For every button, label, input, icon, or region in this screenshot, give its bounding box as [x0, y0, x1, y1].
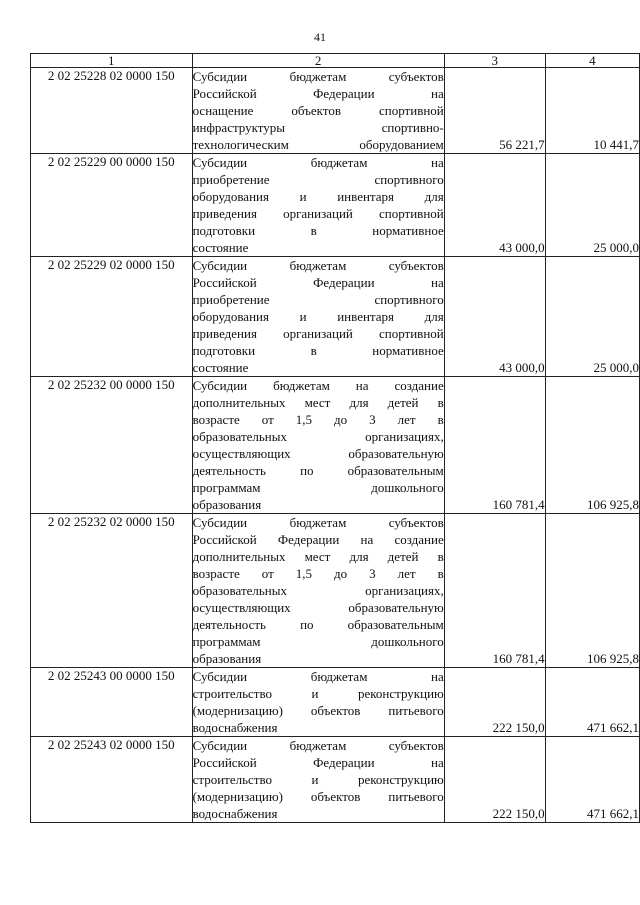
row-value-col4: 106 925,8: [545, 377, 639, 514]
row-value-col4: 471 662,1: [545, 737, 639, 823]
row-value-col3: 160 781,4: [444, 377, 545, 514]
row-code: 2 02 25229 02 0000 150: [31, 257, 193, 377]
row-value-col4: 106 925,8: [545, 514, 639, 668]
description-line: Субсидии бюджетам субъектов: [192, 258, 444, 273]
description-line: водоснабжения: [192, 720, 278, 735]
header-col-1: 1: [31, 54, 193, 68]
description-line: оснащение объектов спортивной: [192, 103, 444, 118]
row-value-col4: 471 662,1: [545, 668, 639, 737]
description-line: Субсидии бюджетам на создание: [192, 378, 444, 393]
description-line: приведения организаций спортивной: [192, 206, 444, 221]
table-row: [31, 154, 640, 257]
description-line: Субсидии бюджетам субъектов: [192, 69, 444, 84]
description-line: программам дошкольного: [192, 480, 444, 495]
description-line: образования: [192, 651, 262, 666]
row-description: [192, 257, 444, 377]
row-code: 2 02 25232 00 0000 150: [31, 377, 193, 514]
description-line: деятельность по образовательным: [192, 617, 444, 632]
header-col-3: 3: [444, 54, 545, 68]
description-line: образования: [192, 497, 262, 512]
table-row: [31, 377, 640, 514]
description-line: образовательных организациях,: [192, 429, 444, 444]
description-line: водоснабжения: [192, 806, 278, 821]
table-row: [31, 668, 640, 737]
row-code: 2 02 25228 02 0000 150: [31, 68, 193, 154]
row-value-col3: 222 150,0: [444, 737, 545, 823]
row-description: [192, 68, 444, 154]
row-description: [192, 514, 444, 668]
description-line: приведения организаций спортивной: [192, 326, 444, 341]
row-value-col3: 43 000,0: [444, 257, 545, 377]
description-line: деятельность по образовательным: [192, 463, 444, 478]
description-line: Субсидии бюджетам субъектов: [192, 738, 444, 753]
description-line: Российской Федерации на: [192, 86, 444, 101]
description-line: возрасте от 1,5 до 3 лет в: [192, 566, 444, 581]
description-line: Российской Федерации на создание: [192, 532, 444, 547]
row-code: 2 02 25229 00 0000 150: [31, 154, 193, 257]
description-line: Субсидии бюджетам на: [192, 155, 444, 170]
description-line: подготовки в нормативное: [192, 343, 444, 358]
row-description: [192, 668, 444, 737]
description-line: Российской Федерации на: [192, 275, 444, 290]
description-line: строительство и реконструкцию: [192, 772, 444, 787]
row-code: 2 02 25243 00 0000 150: [31, 668, 193, 737]
description-line: технологическим оборудованием: [192, 137, 444, 152]
row-value-col4: 25 000,0: [545, 154, 639, 257]
table-row: [31, 514, 640, 668]
table-row: [31, 737, 640, 823]
description-line: осуществляющих образовательную: [192, 600, 444, 615]
description-line: приобретение спортивного: [192, 292, 444, 307]
row-description: [192, 737, 444, 823]
header-col-2: 2: [192, 54, 444, 68]
row-value-col3: 222 150,0: [444, 668, 545, 737]
description-line: оборудования и инвентаря для: [192, 309, 444, 324]
table-row: [31, 257, 640, 377]
description-line: возрасте от 1,5 до 3 лет в: [192, 412, 444, 427]
description-line: (модернизацию) объектов питьевого: [192, 703, 444, 718]
row-value-col3: 160 781,4: [444, 514, 545, 668]
description-line: Субсидии бюджетам на: [192, 669, 444, 684]
row-code: 2 02 25243 02 0000 150: [31, 737, 193, 823]
description-line: осуществляющих образовательную: [192, 446, 444, 461]
description-line: приобретение спортивного: [192, 172, 444, 187]
description-line: (модернизацию) объектов питьевого: [192, 789, 444, 804]
description-line: дополнительных мест для детей в: [192, 549, 444, 564]
row-description: [192, 154, 444, 257]
row-value-col3: 43 000,0: [444, 154, 545, 257]
table-row: [31, 68, 640, 154]
header-col-4: 4: [545, 54, 639, 68]
description-line: программам дошкольного: [192, 634, 444, 649]
description-line: Российской Федерации на: [192, 755, 444, 770]
description-line: инфраструктуры спортивно-: [192, 120, 444, 135]
page-number: 41: [314, 30, 326, 44]
description-line: Субсидии бюджетам субъектов: [192, 515, 444, 530]
description-line: образовательных организациях,: [192, 583, 444, 598]
budget-table: [30, 53, 640, 823]
description-line: состояние: [192, 240, 249, 255]
header-row: [31, 54, 640, 68]
description-line: строительство и реконструкцию: [192, 686, 444, 701]
row-value-col4: 10 441,7: [545, 68, 639, 154]
description-line: дополнительных мест для детей в: [192, 395, 444, 410]
row-value-col4: 25 000,0: [545, 257, 639, 377]
row-value-col3: 56 221,7: [444, 68, 545, 154]
description-line: оборудования и инвентаря для: [192, 189, 444, 204]
row-description: [192, 377, 444, 514]
description-line: подготовки в нормативное: [192, 223, 444, 238]
description-line: состояние: [192, 360, 249, 375]
row-code: 2 02 25232 02 0000 150: [31, 514, 193, 668]
